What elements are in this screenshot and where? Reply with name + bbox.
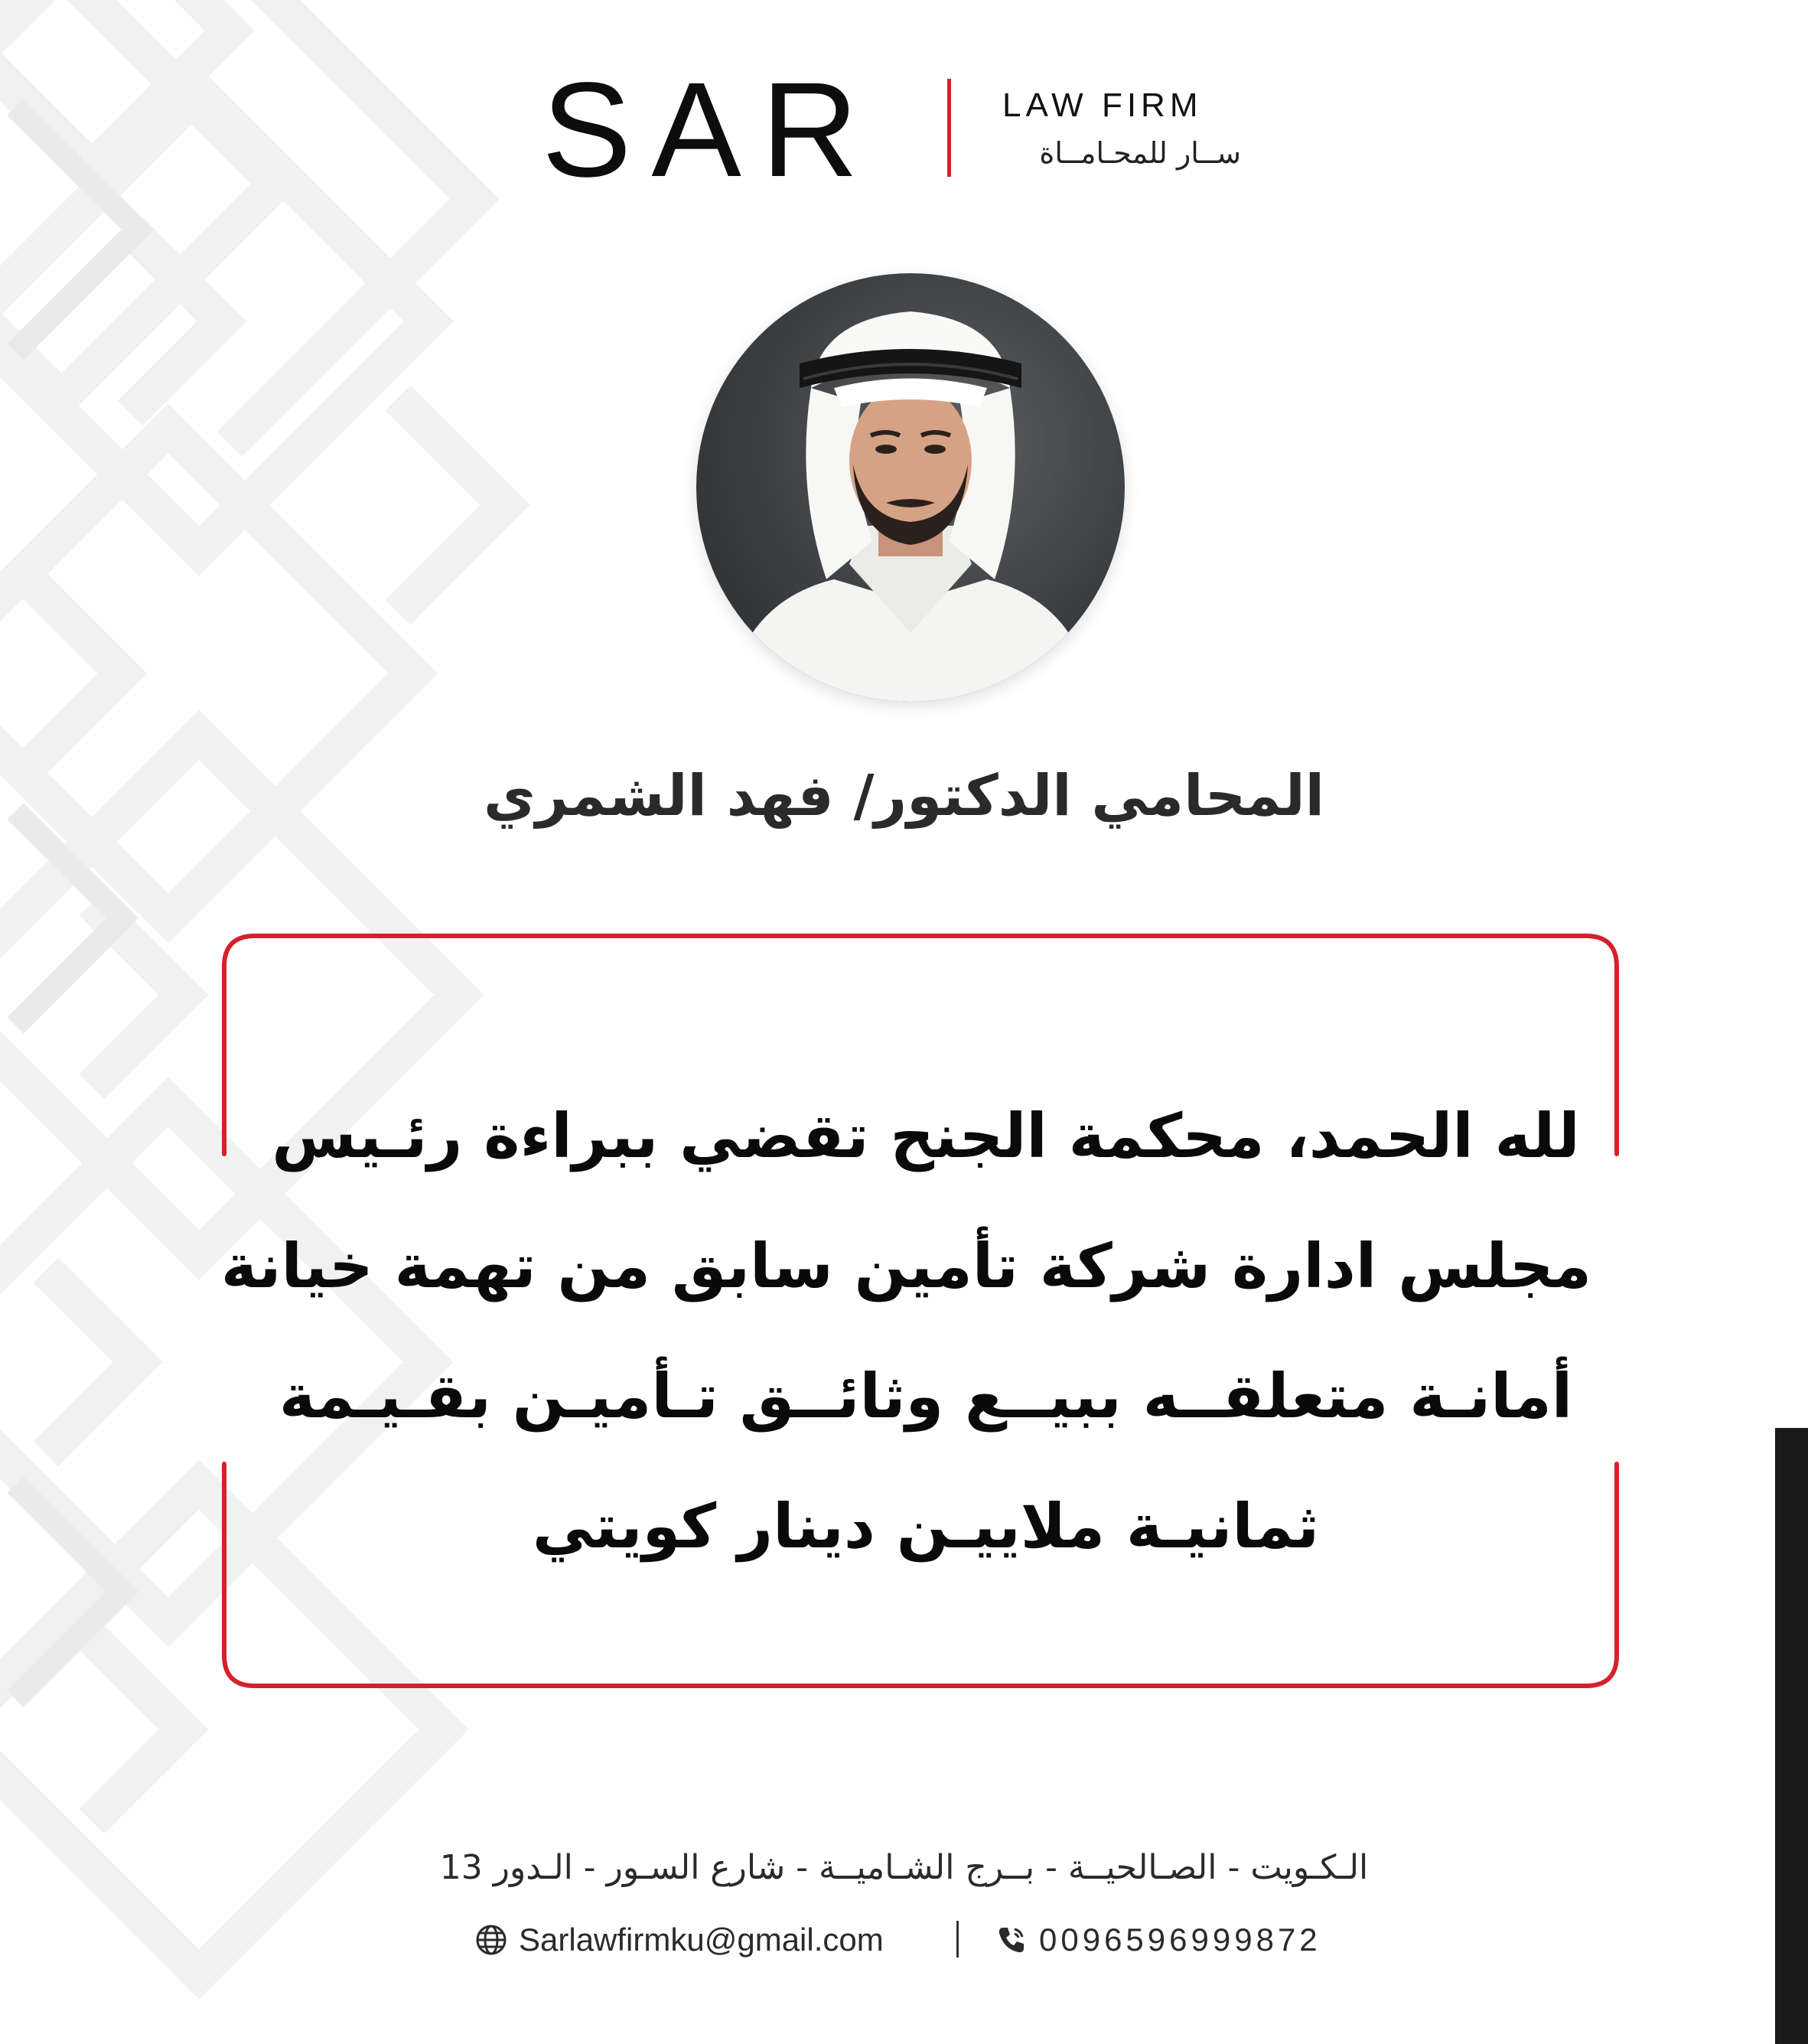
lawyer-portrait (696, 273, 1125, 702)
phone-text[interactable]: 0096596999872 (1039, 1922, 1321, 1958)
contact-email[interactable] (474, 1913, 884, 1967)
portrait-illustration (696, 273, 1125, 702)
lawyer-name: المحامي الدكتور/ فهد الشمري (484, 763, 1324, 829)
globe-icon (474, 1923, 508, 1957)
right-edge-bar (1775, 1428, 1808, 2044)
statement-text (220, 1071, 1591, 1592)
statement-line-3: أمانـة متعلقــه ببيــع وثائــق تـأميـن بقـيـمة (279, 1361, 1573, 1432)
brand-divider (947, 79, 951, 177)
statement-line-2: مجلس ادارة شركة تأمين سابق من تهمة خيانة (220, 1231, 1591, 1302)
contact-divider (956, 1921, 959, 1958)
phone-icon (995, 1923, 1028, 1957)
statement-line-4: ثمانيـة ملاييـن دينار كويتي (532, 1491, 1320, 1562)
brand-name-ar: ســار للمحـامــاة (1039, 136, 1241, 170)
statement-line-1: لله الحمد، محكمة الجنح تقضي ببراءة رئـيس (272, 1100, 1580, 1172)
contact-row (459, 1913, 1349, 1967)
office-address: الـكـويت - الصـالحيــة - بــرج الشـاميــة - شارع السـور - الـدور 13 (439, 1848, 1369, 1887)
brand-logo (0, 55, 1808, 205)
brand-name-en: LAW FIRM (1002, 86, 1203, 124)
contact-phone[interactable] (995, 1913, 1321, 1967)
email-text[interactable]: Sarlawfirmku@gmail.com (519, 1922, 884, 1958)
brand-mark: SAR (542, 55, 878, 205)
